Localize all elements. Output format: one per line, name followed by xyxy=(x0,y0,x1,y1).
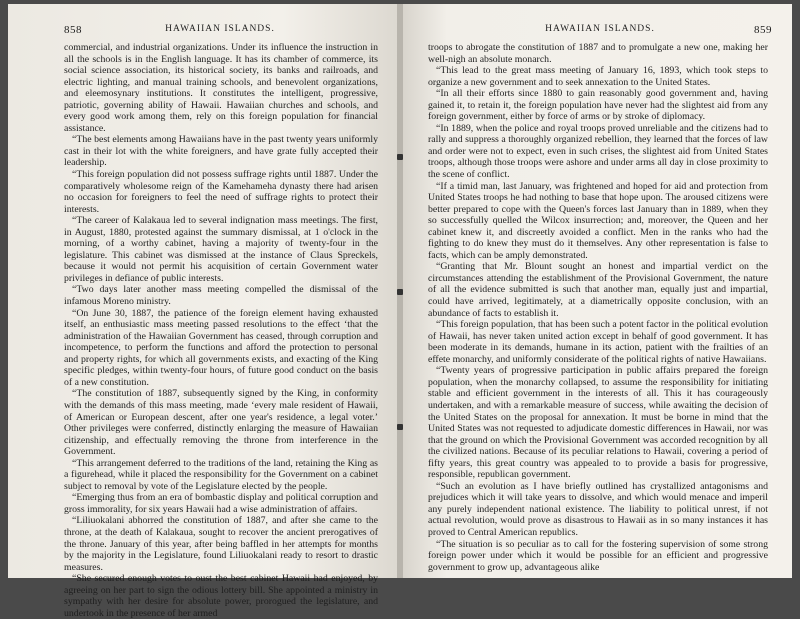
paragraph: “On June 30, 1887, the patience of the foreign element having exhausted itself, an enthusiastic mass meeting passed resolutions to the effect ‘that the administration of the Hawaiian Government has ceased, through corruption and incompetence, to perform the functions and afford the protection to personal and property rights, for which all governments exists, and exacting of the King specific pledges, within twenty-four hours, of future good conduct on the basis of a new constitution. xyxy=(64,307,378,388)
left-page-header xyxy=(64,24,376,34)
right-page-header xyxy=(428,24,772,34)
left-page-body xyxy=(64,42,378,619)
left-page-number: 858 xyxy=(64,24,82,36)
right-page-number: 859 xyxy=(754,24,772,36)
paragraph: “Two days later another mass meeting compelled the dismissal of the infamous Moreno ministry. xyxy=(64,284,378,308)
right-page-body xyxy=(428,42,768,573)
paragraph: “Twenty years of progressive participation in public affairs prepared the foreign population, when the monarchy collapsed, to assume the responsibility for initiating stable and efficient government in the interests of all. This it has courageously undertaken, and with a remarkable measure of success, while awaiting the decision of the United States on the proposal for annexation. It must be borne in mind that the United States was not requested to adjudicate domestic differences in Hawaii, nor was that the ground on which the Provisional Government was accorded recognition by all the civilized nations. Because of its peculiar relations to Hawaii, covering a period of fifty years, this great country was appealed to to provide a basis for progressive, responsible, republican government. xyxy=(428,365,768,481)
left-page xyxy=(8,4,400,619)
paragraph: “Such an evolution as I have briefly outlined has crystallized antagonisms and prejudices which it will take years to dissolve, and which would menace and imperil any purely independent national existence. The liability to political unrest, if not actual revolution, would prove as disastrous to Hawaii as in so many instances it has proved to Central American republics. xyxy=(428,480,768,538)
paragraph: “In 1889, when the police and royal troops proved unreliable and the citizens had to rally and suppress a thoroughly organized rebellion, they learned that the forces of law and order were not to expect, even in such crises, the slightest aid from United States troops, although those troops were ashore and under arms all day in close proximity to the scene of conflict. xyxy=(428,122,768,181)
right-running-head: HAWAIIAN ISLANDS. xyxy=(545,24,655,34)
paragraph: “Liliuokalani abhorred the constitution of 1887, and after she came to the throne, at the death of Kalakaua, sought to recover the ancient prerogatives of the throne. January of this year, after being baffled in her attempts for months by the majority in the Legislature, found Liliuokalani ready to resort to drastic measures. xyxy=(64,515,378,573)
paragraph: “This foreign population, that has been such a potent factor in the political evolution of Hawaii, has never taken united action except in behalf of good government. It has been moderate in its demands, humane in its action, patient with the frailties of an effete monarchy, and uniformly considerate of the political rights of native Hawaiians. xyxy=(428,319,768,365)
paragraph: troops to abrogate the constitution of 1887 and to promulgate a new one, making her well-nigh an absolute monarch. xyxy=(428,42,768,65)
binding-hole xyxy=(397,154,403,160)
binding-hole xyxy=(397,424,403,430)
paragraph: “This foreign population did not possess suffrage rights until 1887. Under the comparatively wholesome reign of the Kamehameha dynasty there had arisen no occasion for foreigners to feel the need of suffrage rights to protect their interests. xyxy=(64,169,378,215)
left-running-head: HAWAIIAN ISLANDS. xyxy=(165,24,275,34)
paragraph: “In all their efforts since 1880 to gain reasonably good government and, having gained it, to retain it, the foreign population have never had the slightest aid from any foreign government, either by force of arms or by stroke of diplomacy. xyxy=(428,88,768,123)
paragraph: “The career of Kalakaua led to several indignation mass meetings. The first, in August, 1880, protested against the summary dismissal, at 1 o'clock in the morning, of a worthy cabinet, having a majority of twenty-four in the legislature. This cabinet was dismissed at the instance of Claus Spreckels, because it would not permit his acquisition of certain Government water privileges in defiance of public interests. xyxy=(64,215,378,284)
open-book xyxy=(8,4,792,619)
paragraph: “Emerging thus from an era of bombastic display and political corruption and gross immorality, for six years Hawaii had a wise administration of affairs. xyxy=(64,492,378,515)
paragraph: “The situation is so peculiar as to call for the fostering supervision of some strong foreign power under which it would be possible for an efficient and progressive government to grow up, advantageous alike xyxy=(428,538,768,573)
paragraph: “This lead to the great mass meeting of January 16, 1893, which took steps to organize a new government and to seek annexation to the United States. xyxy=(428,65,768,88)
paragraph: “If a timid man, last January, was frightened and hoped for aid and protection from United States troops he had nothing to base that hope upon. The aroused citizens were better prepared to cope with the Queen's forces last January than in 1889, when they so successfully quelled the Wilcox insurrection; and, moreover, the Queen and her cabinet knew it, and discreetly avoided a conflict. Men in the ranks who had the fighting to do knew they must do it themselves. Any other representation is false to facts, which can be amply demonstrated. xyxy=(428,180,768,261)
paragraph: “Granting that Mr. Blount sought an honest and impartial verdict on the circumstances attending the establishment of the Provisional Government, the nature of all the evidence submitted is such that another man, equally just and impartial, could have arrived, legitimately, at a diametrically opposite conclusion, with an abundance of facts to establish it. xyxy=(428,261,768,319)
paragraph: “The constitution of 1887, subsequently signed by the King, in conformity with the demands of this mass meeting, made ‘every male resident of Hawaii, of American or European descent, after one year's residence, a legal voter.’ Other privileges were conferred, distinctly enlarging the measure of Hawaiian citizenship, and effectually removing the throne from interference in the Government. xyxy=(64,388,378,458)
right-page xyxy=(400,4,792,578)
paragraph: “The best elements among Hawaiians have in the past twenty years uniformly cast in their lot with the white foreigners, and have grate fully accepted their leadership. xyxy=(64,134,378,169)
paragraph: commercial, and industrial organizations. Under its influence the instruction in all the schools is in the English language. It has its chamber of commerce, its social science association, its historical society, its banks and railroads, and electric lighting, and manual training schools, and benevolent organizations, and eleemosynary institutions. It constitutes the intelligent, progressive, patriotic, governing ability of Hawaii. Hawaiian churches and schools, and every good work among them, rely on this foreign population for financial assistance. xyxy=(64,42,378,134)
binding-hole xyxy=(397,289,403,295)
paragraph: “This arrangement deferred to the traditions of the land, retaining the King as a figurehead, while it placed the responsibility for the Government on a cabinet subject to removal by vote of the Legislature elected by the people. xyxy=(64,457,378,492)
paragraph: “She secured enough votes to oust the best cabinet Hawaii had enjoyed, by agreeing on her part to sign the odious lottery bill. She appointed a ministry in sympathy with her desire for absolute power, prorogued the legislature, and undertook in the presence of her armed xyxy=(64,573,378,619)
